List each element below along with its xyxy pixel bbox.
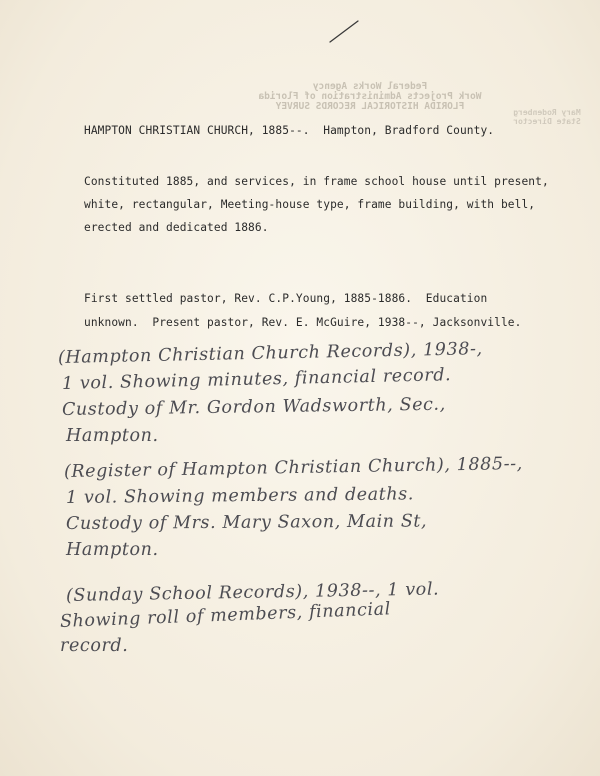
handwritten-line: (Register of Hampton Christian Church), 1885--, [63, 453, 523, 482]
paragraph-line: unknown. Present pastor, Rev. E. McGuire, 1938--, Jacksonville. [84, 316, 522, 329]
handwritten-line: (Hampton Christian Church Records), 1938-, [57, 339, 483, 368]
paragraph-line: First settled pastor, Rev. C.P.Young, 1885-1886. Education [84, 292, 488, 305]
pencil-check-mark [328, 18, 360, 44]
stamp-line: FLORIDA HISTORICAL RECORDS SURVEY [275, 101, 465, 112]
handwritten-line: (Sunday School Records), 1938--, 1 vol. [65, 579, 440, 606]
handwritten-line: Custody of Mr. Gordon Wadsworth, Sec., [61, 394, 446, 420]
entry-heading: HAMPTON CHRISTIAN CHURCH, 1885--. Hampton, Bradford County. [84, 124, 495, 137]
stamp-side-line: Mary Rodenberg [513, 108, 581, 117]
handwritten-line: Custody of Mrs. Mary Saxon, Main St, [65, 511, 428, 534]
paragraph-line: Constituted 1885, and services, in frame school house until present, [84, 175, 549, 188]
handwritten-line: Showing roll of members, financial [59, 599, 392, 632]
handwritten-line: Hampton. [66, 426, 159, 446]
stamp-side-line: State Director [513, 117, 581, 126]
handwritten-line: 1 vol. Showing members and deaths. [65, 484, 415, 508]
bleed-through-stamp-side [512, 108, 582, 126]
paragraph-line: erected and dedicated 1886. [84, 221, 269, 234]
handwritten-line: Hampton. [66, 540, 159, 560]
stamp-line: Federal Works Agency [312, 81, 428, 92]
handwritten-line: record. [60, 636, 129, 656]
handwritten-line: 1 vol. Showing minutes, financial record. [61, 365, 452, 394]
paragraph-line: white, rectangular, Meeting-house type, frame building, with bell, [84, 198, 536, 211]
stamp-line: Work Projects Administration of Florida [258, 91, 482, 102]
